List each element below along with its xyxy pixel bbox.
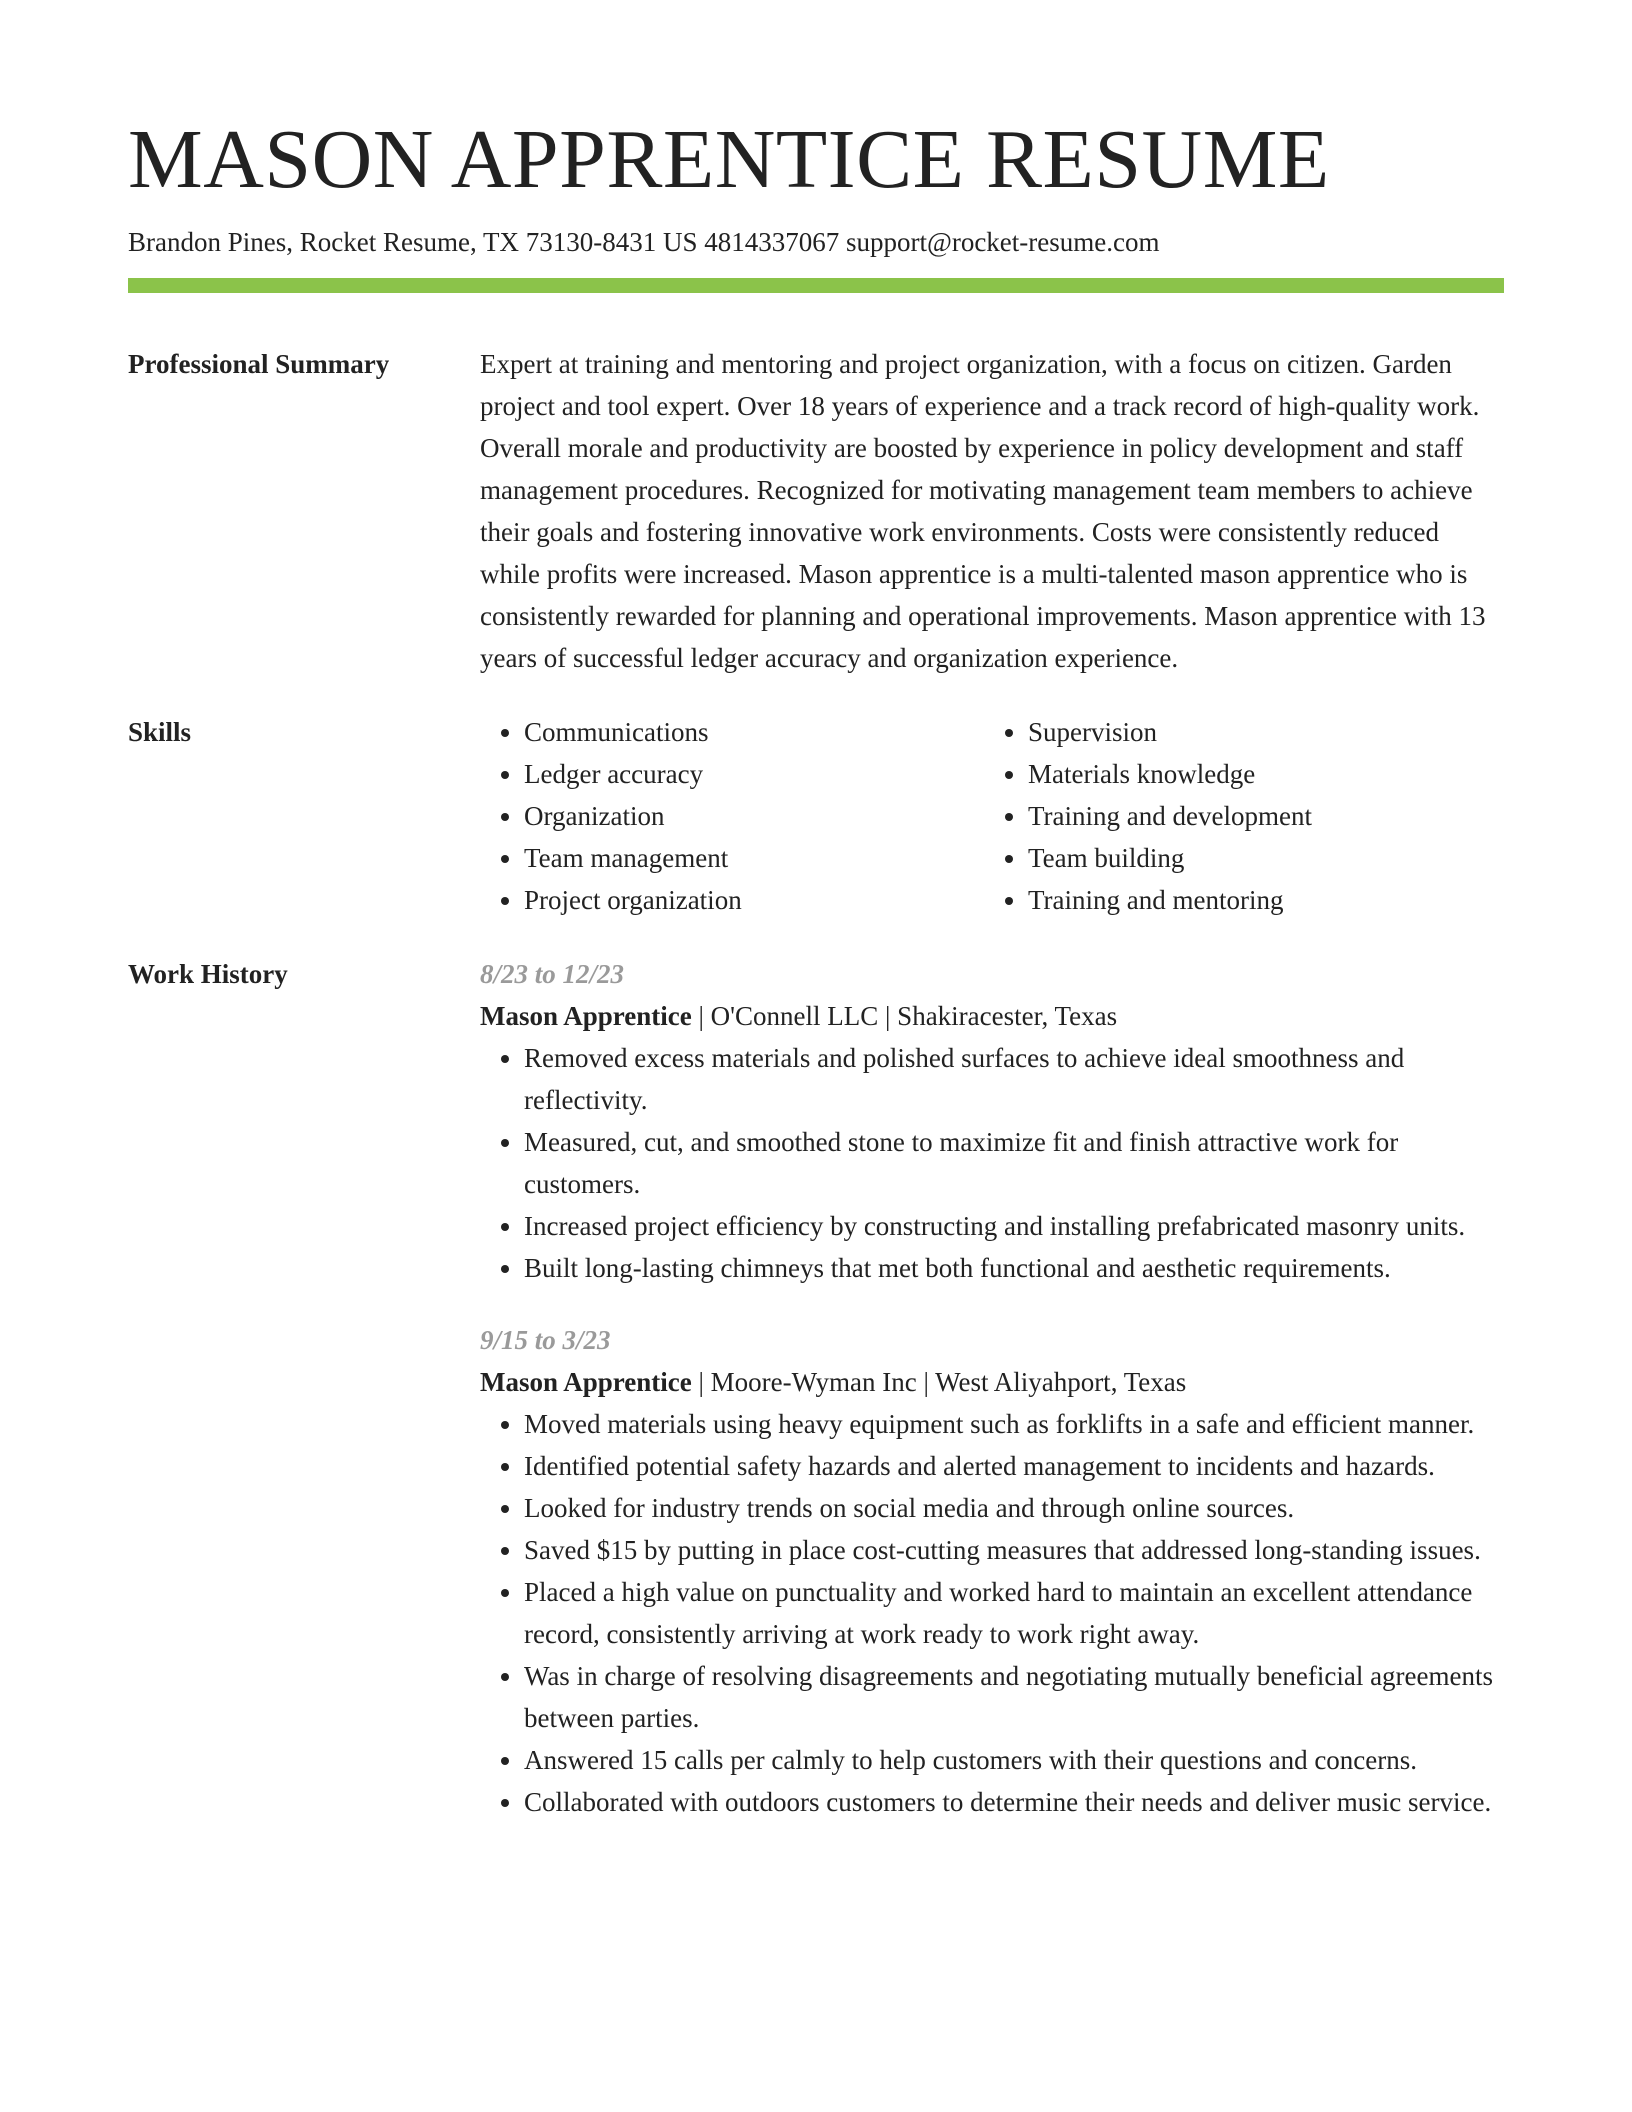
job-dates: 9/15 to 3/23 — [480, 1325, 611, 1356]
professional-summary-section — [128, 343, 1504, 679]
section-heading-summary: Professional Summary — [128, 349, 390, 380]
resume-page — [128, 113, 1504, 1823]
job-responsibilities — [480, 1403, 1504, 1823]
skills-section — [128, 711, 1504, 921]
skill-item: • Team management — [524, 837, 984, 879]
header-divider — [128, 278, 1504, 293]
section-heading-work-history: Work History — [128, 959, 288, 990]
skill-item: • Materials knowledge — [1028, 753, 1488, 795]
job-employer-location: | O'Connell LLC | Shakiracester, Texas — [691, 1001, 1118, 1032]
responsibility-item: • Answered 15 calls per calmly to help customers with their questions and concerns. — [524, 1739, 1504, 1781]
skill-item: • Training and development — [1028, 795, 1488, 837]
job-employer-location: | Moore-Wyman Inc | West Aliyahport, Texas — [691, 1367, 1187, 1398]
job-dates: 8/23 to 12/23 — [480, 959, 625, 990]
responsibility-item: • Built long-lasting chimneys that met both functional and aesthetic requirements. — [524, 1247, 1504, 1289]
responsibility-item: • Identified potential safety hazards and alerted management to incidents and hazards. — [524, 1445, 1504, 1487]
job-responsibilities — [480, 1037, 1504, 1289]
work-history-section — [128, 953, 1504, 1823]
skill-item: • Team building — [1028, 837, 1488, 879]
job-title: Mason Apprentice — [480, 1001, 692, 1032]
responsibility-item: • Was in charge of resolving disagreements and negotiating mutually beneficial agreements between parties. — [524, 1655, 1504, 1739]
skills-list-right — [984, 711, 1488, 921]
responsibility-item: • Saved $15 by putting in place cost-cutting measures that addressed long-standing issues. — [524, 1529, 1504, 1571]
skill-item: • Training and mentoring — [1028, 879, 1488, 921]
skill-item: • Supervision — [1028, 711, 1488, 753]
summary-text: Expert at training and mentoring and project organization, with a focus on citizen. Garden project and tool expert. Over 18 years of experience and a track record of high-quality work. Overall morale and productivity are boosted by experience in policy development and staff management procedures. Recognized for motivating management team members to achieve their goals and fostering innovative work environments. Costs were consistently reduced while profits were increased. Mason apprentice is a multi-talented mason apprentice who is consistently rewarded for planning and operational improvements. Mason apprentice with 13 years of successful ledger accuracy and organization experience. — [480, 349, 1486, 674]
job-entry — [480, 953, 1504, 1289]
job-title: Mason Apprentice — [480, 1367, 692, 1398]
responsibility-item: • Moved materials using heavy equipment such as forklifts in a safe and efficient manner. — [524, 1403, 1504, 1445]
skill-item: • Project organization — [524, 879, 984, 921]
skills-body — [480, 711, 1504, 921]
section-heading-skills: Skills — [128, 717, 192, 748]
contact-line: Brandon Pines, Rocket Resume, TX 73130-8431 US 4814337067 support@rocket-resume.com — [128, 227, 1160, 257]
skills-list-left — [480, 711, 984, 921]
work-history-body — [480, 953, 1504, 1823]
responsibility-item: • Placed a high value on punctuality and worked hard to maintain an excellent attendance record, consistently arriving at work ready to work right away. — [524, 1571, 1504, 1655]
skill-item: • Organization — [524, 795, 984, 837]
job-heading — [480, 1361, 1504, 1403]
skills-grid — [480, 711, 1504, 921]
skill-item: • Communications — [524, 711, 984, 753]
responsibility-item: • Removed excess materials and polished surfaces to achieve ideal smoothness and reflectivity. — [524, 1037, 1504, 1121]
responsibility-item: • Collaborated with outdoors customers to determine their needs and deliver music service. — [524, 1781, 1504, 1823]
responsibility-item: • Looked for industry trends on social media and through online sources. — [524, 1487, 1504, 1529]
responsibility-item: • Increased project efficiency by constructing and installing prefabricated masonry units. — [524, 1205, 1504, 1247]
resume-title: MASON APPRENTICE RESUME — [128, 113, 1330, 206]
job-heading — [480, 995, 1504, 1037]
responsibility-item: • Measured, cut, and smoothed stone to maximize fit and finish attractive work for customers. — [524, 1121, 1504, 1205]
skill-item: • Ledger accuracy — [524, 753, 984, 795]
job-entry — [480, 1319, 1504, 1823]
